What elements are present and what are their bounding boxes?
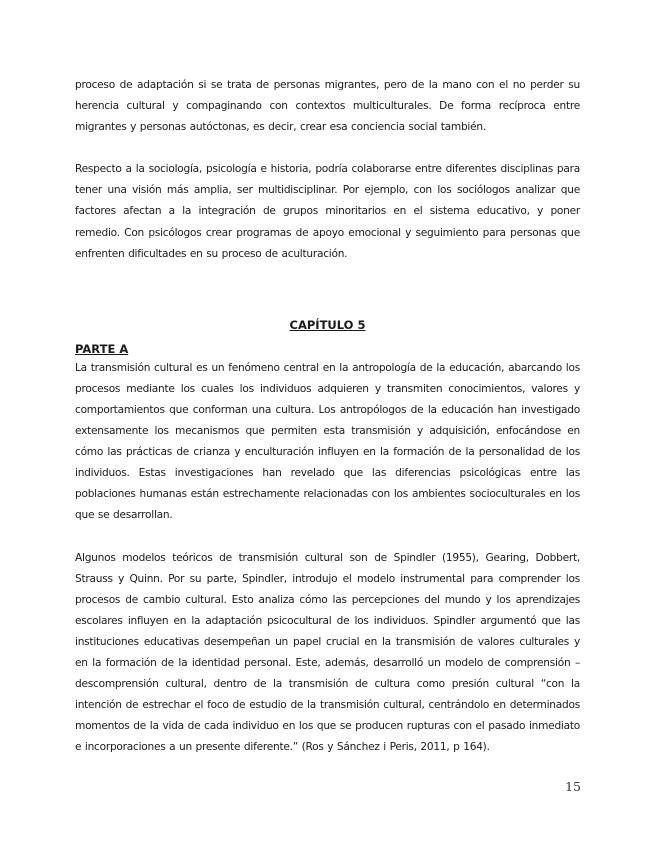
chapter-title: CAPÍTULO 5 [289,317,366,332]
paragraph-multidisciplinary: Respecto a la sociología, psicología e historia, podría colaborarse entre diferentes disciplinas para tener una visión más amplia, ser multidisciplinar. Por ejemplo, con los sociólogos analizar que factores afectan a la integración de grupos minoritarios en el sistema educativo, y poner remedio. Con psicólogos crear programas de apoyo emocional y seguimiento para personas que enfrenten dificultades en su proceso de aculturación. [75,163,580,260]
paragraph-adaptation: proceso de adaptación si se trata de personas migrantes, pero de la mano con el no perder su herencia cultural y compaginando con contextos multiculturales. De forma recíproca entre migrantes y personas autóctonas, es decir, crear esa conciencia social también. [75,79,580,134]
page-number: 15 [565,779,581,794]
page-content [75,75,580,758]
part-title: PARTE A [75,341,129,356]
paragraph-theoretical-models: Algunos modelos teóricos de transmisión cultural son de Spindler (1955), Gearing, Dobbert, Strauss y Quinn. Por su parte, Spindler, introdujo el modelo instrumental para comprender los procesos de cambio cultural. Esto analiza cómo las percepciones del mundo y los aprendizajes escolares influyen en la adaptación psicocultural de los individuos. Spindler argumentó que las instituciones educativas desempeñan un papel crucial en la transmisión de valores culturales y en la formación de la identidad personal. Este, además, desarrolló un modelo de comprensión – descomprensión cultural, dentro de la transmisión de cultura como presión cultural “con la intención de estrechar el foco de estudio de la transmisión cultural, centrándolo en determinados momentos de la vida de cada individuo en los que se producen rupturas con el pasado inmediato e incorporaciones a un presente diferente.” (Ros y Sánchez i Peris, 2011, p 164). [75,551,580,754]
paragraph-cultural-transmission: La transmisión cultural es un fenómeno central en la antropología de la educación, abarcando los procesos mediante los cuales los individuos adquieren y transmiten conocimientos, valores y comportamientos que conforman una cultura. Los antropólogos de la educación han investigado extensamente los mecanismos que permiten esta transmisión y adquisición, enfocándose en cómo las prácticas de crianza y enculturación influyen en la formación de la personalidad de los individuos. Estas investigaciones han revelado que las diferencias psicológicas entre las poblaciones humanas están estrechamente relacionadas con los ambientes socioculturales en los que se desarrollan. [75,361,580,522]
